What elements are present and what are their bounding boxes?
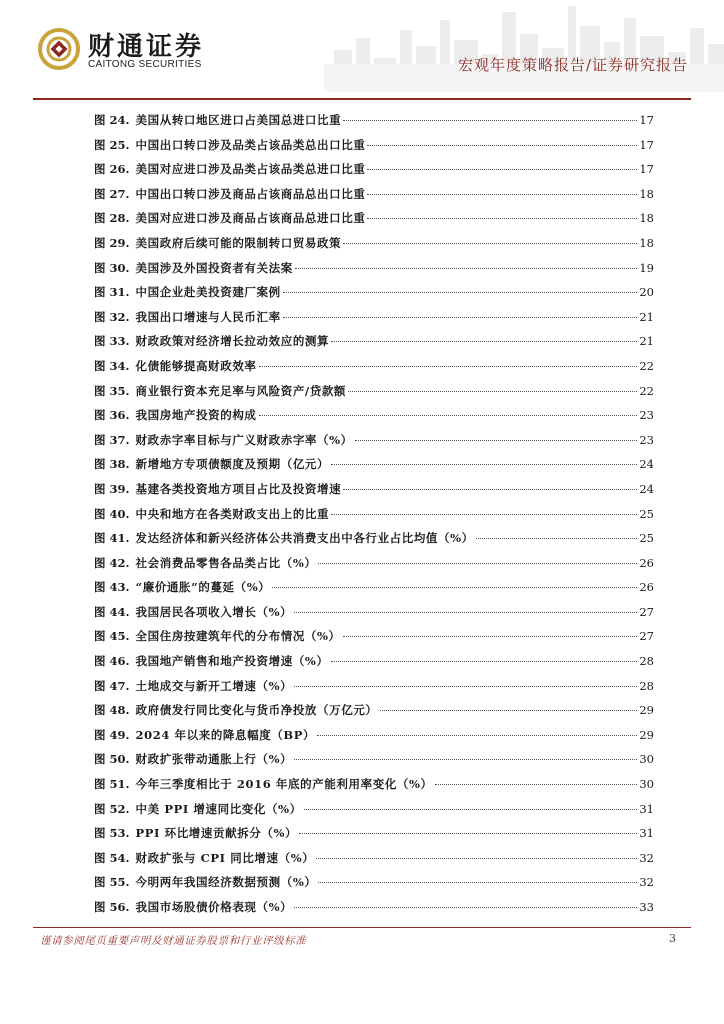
toc-figure-title: 中国出口转口涉及品类占该品类总出口比重 bbox=[135, 137, 366, 152]
toc-dot-leader bbox=[331, 341, 637, 342]
toc-entry[interactable] bbox=[94, 186, 654, 211]
toc-entry[interactable] bbox=[94, 260, 654, 285]
toc-page-number: 17 bbox=[639, 162, 654, 177]
toc-figure-number: 图 25. bbox=[94, 137, 130, 152]
toc-figure-title: 财政扩张与 CPI 同比增速（%） bbox=[135, 850, 315, 865]
toc-figure-title: 土地成交与新开工增速（%） bbox=[135, 678, 293, 693]
toc-entry[interactable] bbox=[94, 604, 654, 629]
toc-dot-leader bbox=[259, 415, 638, 416]
toc-figure-title: 美国从转口地区进口占美国总进口比重 bbox=[135, 113, 342, 127]
toc-dot-leader bbox=[380, 710, 638, 711]
toc-figure-title: 中国出口转口涉及商品占该商品总出口比重 bbox=[135, 186, 366, 201]
toc-figure-title: 全国住房按建筑年代的分布情况（%） bbox=[135, 629, 341, 644]
toc-dot-leader bbox=[304, 809, 638, 810]
toc-dot-leader bbox=[331, 464, 637, 465]
toc-page-number: 26 bbox=[639, 580, 654, 595]
toc-figure-number: 图 55. bbox=[94, 875, 130, 890]
toc-dot-leader bbox=[343, 489, 637, 490]
toc-figure-number: 图 33. bbox=[94, 334, 130, 349]
toc-dot-leader bbox=[476, 538, 638, 539]
toc-dot-leader bbox=[331, 661, 638, 662]
toc-dot-leader bbox=[299, 833, 637, 834]
toc-figure-number: 图 31. bbox=[94, 285, 130, 300]
toc-page-number: 21 bbox=[639, 334, 654, 349]
toc-figure-title: 财政政策对经济增长拉动效应的测算 bbox=[135, 334, 330, 349]
toc-dot-leader bbox=[294, 612, 637, 613]
toc-page-number: 27 bbox=[639, 604, 654, 619]
logo-chinese-name: 财通证券 bbox=[88, 32, 205, 62]
toc-dot-leader bbox=[295, 268, 638, 269]
toc-entry[interactable] bbox=[94, 432, 654, 457]
toc-dot-leader bbox=[331, 514, 637, 515]
toc-figure-title: 我国市场股债价格表现（%） bbox=[135, 900, 293, 914]
toc-figure-title: 商业银行资本充足率与风险资产/贷款额 bbox=[135, 383, 347, 398]
skyline-graphic bbox=[324, 0, 724, 92]
toc-entry[interactable] bbox=[94, 383, 654, 408]
toc-dot-leader bbox=[283, 292, 638, 293]
toc-dot-leader bbox=[367, 218, 637, 219]
toc-entry[interactable] bbox=[94, 899, 654, 924]
toc-page-number: 26 bbox=[639, 555, 654, 570]
toc-entry[interactable] bbox=[94, 481, 654, 506]
toc-entry[interactable] bbox=[94, 555, 654, 580]
toc-figure-number: 图 54. bbox=[94, 850, 130, 865]
toc-figure-number: 图 48. bbox=[94, 703, 130, 718]
toc-figure-title: 美国政府后续可能的限制转口贸易政策 bbox=[135, 235, 342, 250]
toc-entry[interactable] bbox=[94, 628, 654, 653]
toc-figure-number: 图 53. bbox=[94, 826, 130, 841]
toc-figure-title: 我国居民各项收入增长（%） bbox=[135, 604, 293, 619]
toc-dot-leader bbox=[435, 784, 638, 785]
toc-page-number: 23 bbox=[639, 408, 654, 423]
toc-entry[interactable] bbox=[94, 506, 654, 531]
toc-dot-leader bbox=[318, 882, 637, 883]
toc-dot-leader bbox=[316, 858, 637, 859]
page-header bbox=[0, 0, 724, 100]
toc-figure-number: 图 52. bbox=[94, 801, 130, 816]
toc-figure-title: 中央和地方在各类财政支出上的比重 bbox=[135, 506, 330, 521]
toc-figure-title: 美国对应进口涉及商品占该商品总进口比重 bbox=[135, 211, 366, 226]
toc-entry[interactable] bbox=[94, 776, 654, 801]
toc-dot-leader bbox=[367, 194, 637, 195]
toc-dot-leader bbox=[294, 686, 637, 687]
toc-page-number: 24 bbox=[639, 457, 654, 472]
toc-entry[interactable] bbox=[94, 751, 654, 776]
logo-coin-icon bbox=[38, 28, 80, 70]
disclaimer-note: 谨请参阅尾页重要声明及财通证券股票和行业评级标准 bbox=[40, 935, 307, 947]
toc-figure-number: 图 24. bbox=[94, 113, 130, 127]
toc-figure-title: 新增地方专项债额度及预期（亿元） bbox=[135, 457, 330, 472]
toc-entry[interactable] bbox=[94, 235, 654, 260]
toc-figure-title: PPI 环比增速贡献拆分（%） bbox=[135, 826, 298, 841]
toc-figure-number: 图 37. bbox=[94, 432, 130, 447]
toc-dot-leader bbox=[343, 243, 637, 244]
toc-dot-leader bbox=[259, 366, 638, 367]
toc-page-number: 24 bbox=[639, 481, 654, 496]
toc-figure-number: 图 56. bbox=[94, 900, 130, 914]
toc-dot-leader bbox=[283, 317, 638, 318]
toc-page-number: 17 bbox=[639, 137, 654, 152]
toc-figure-number: 图 29. bbox=[94, 235, 130, 250]
toc-entry[interactable] bbox=[94, 309, 654, 334]
toc-page-number: 21 bbox=[639, 309, 654, 324]
toc-page-number: 22 bbox=[639, 358, 654, 373]
toc-figure-title: 今年三季度相比于 2016 年底的产能利用率变化（%） bbox=[135, 777, 433, 792]
toc-figure-title: 我国地产销售和地产投资增速（%） bbox=[135, 654, 329, 669]
toc-entry[interactable] bbox=[94, 210, 654, 235]
toc-figure-title: 我国房地产投资的构成 bbox=[135, 408, 257, 423]
toc-figure-title: 美国涉及外国投资者有关法案 bbox=[135, 260, 293, 275]
toc-dot-leader bbox=[367, 169, 637, 170]
toc-figure-number: 图 47. bbox=[94, 678, 130, 693]
toc-figure-number: 图 38. bbox=[94, 457, 130, 472]
toc-page-number: 23 bbox=[639, 432, 654, 447]
toc-page-number: 27 bbox=[639, 629, 654, 644]
toc-entry[interactable] bbox=[94, 702, 654, 727]
toc-figure-title: 财政赤字率目标与广义财政赤字率（%） bbox=[135, 432, 353, 447]
toc-figure-title: 我国出口增速与人民币汇率 bbox=[135, 309, 281, 324]
toc-entry[interactable] bbox=[94, 850, 654, 875]
toc-dot-leader bbox=[318, 563, 637, 564]
toc-dot-leader bbox=[355, 440, 638, 441]
toc-page-number: 28 bbox=[639, 678, 654, 693]
toc-figure-number: 图 42. bbox=[94, 555, 130, 570]
toc-page-number: 30 bbox=[639, 752, 654, 767]
toc-dot-leader bbox=[294, 759, 637, 760]
toc-figure-title: 财政扩张带动通胀上行（%） bbox=[135, 752, 293, 767]
toc-figure-number: 图 30. bbox=[94, 260, 130, 275]
footer-divider bbox=[33, 927, 691, 928]
toc-page-number: 32 bbox=[639, 875, 654, 890]
toc-entry[interactable] bbox=[94, 727, 654, 752]
toc-figure-title: 美国对应进口涉及品类占该品类总进口比重 bbox=[135, 162, 366, 177]
toc-figure-number: 图 32. bbox=[94, 309, 130, 324]
toc-figure-title: 中美 PPI 增速同比变化（%） bbox=[135, 801, 302, 816]
logo-english-name: CAITONG SECURITIES bbox=[88, 59, 202, 70]
toc-dot-leader bbox=[343, 636, 638, 637]
toc-entry[interactable] bbox=[94, 407, 654, 432]
toc-figure-title: 发达经济体和新兴经济体公共消费支出中各行业占比均值（%） bbox=[135, 531, 474, 546]
toc-page-number: 32 bbox=[639, 850, 654, 865]
toc-figure-title: 中国企业赴美投资建厂案例 bbox=[135, 285, 281, 300]
toc-entry[interactable] bbox=[94, 284, 654, 309]
toc-figure-number: 图 41. bbox=[94, 531, 130, 546]
toc-page-number: 17 bbox=[639, 113, 654, 127]
toc-page-number: 31 bbox=[639, 801, 654, 816]
toc-dot-leader bbox=[348, 391, 637, 392]
toc-dot-leader bbox=[272, 587, 637, 588]
toc-figure-number: 图 34. bbox=[94, 358, 130, 373]
toc-page-number: 31 bbox=[639, 826, 654, 841]
toc-page-number: 29 bbox=[639, 727, 654, 742]
toc-dot-leader bbox=[367, 145, 637, 146]
toc-figure-number: 图 36. bbox=[94, 408, 130, 423]
toc-figure-number: 图 35. bbox=[94, 383, 130, 398]
toc-entry[interactable] bbox=[94, 874, 654, 899]
toc-figure-number: 图 27. bbox=[94, 186, 130, 201]
header-divider bbox=[33, 98, 691, 100]
toc-entry[interactable] bbox=[94, 801, 654, 826]
toc-figure-title: 化债能够提高财政效率 bbox=[135, 358, 257, 373]
toc-figure-number: 图 49. bbox=[94, 727, 130, 742]
toc-figure-number: 图 44. bbox=[94, 604, 130, 619]
company-logo bbox=[38, 26, 228, 76]
toc-figure-title: 今明两年我国经济数据预测（%） bbox=[135, 875, 317, 890]
toc-entry[interactable] bbox=[94, 333, 654, 358]
page-number: 3 bbox=[669, 932, 676, 945]
toc-figure-title: 基建各类投资地方项目占比及投资增速 bbox=[135, 481, 342, 496]
toc-entry[interactable] bbox=[94, 653, 654, 678]
toc-entry[interactable] bbox=[94, 358, 654, 383]
toc-dot-leader bbox=[294, 907, 637, 908]
toc-figure-title: 政府债发行同比变化与货币净投放（万亿元） bbox=[135, 703, 378, 718]
toc-figure-number: 图 50. bbox=[94, 752, 130, 767]
toc-figure-title: 2024 年以来的降息幅度（BP） bbox=[135, 727, 316, 742]
toc-figure-number: 图 28. bbox=[94, 211, 130, 226]
toc-figure-number: 图 43. bbox=[94, 580, 130, 595]
toc-entry[interactable] bbox=[94, 456, 654, 481]
toc-page-number: 25 bbox=[639, 506, 654, 521]
toc-page-number: 19 bbox=[639, 260, 654, 275]
toc-entry[interactable] bbox=[94, 137, 654, 162]
toc-figure-number: 图 40. bbox=[94, 506, 130, 521]
toc-entry[interactable] bbox=[94, 579, 654, 604]
toc-page-number: 22 bbox=[639, 383, 654, 398]
toc-page-number: 20 bbox=[639, 285, 654, 300]
toc-page-number: 18 bbox=[639, 186, 654, 201]
toc-page-number: 28 bbox=[639, 654, 654, 669]
figure-table-of-contents bbox=[94, 112, 654, 924]
toc-dot-leader bbox=[343, 120, 637, 121]
toc-page-number: 18 bbox=[639, 211, 654, 226]
toc-entry[interactable] bbox=[94, 112, 654, 137]
toc-page-number: 29 bbox=[639, 703, 654, 718]
toc-entry[interactable] bbox=[94, 161, 654, 186]
toc-page-number: 30 bbox=[639, 777, 654, 792]
toc-entry[interactable] bbox=[94, 530, 654, 555]
toc-figure-number: 图 26. bbox=[94, 162, 130, 177]
toc-figure-number: 图 45. bbox=[94, 629, 130, 644]
toc-figure-number: 图 46. bbox=[94, 654, 130, 669]
toc-page-number: 18 bbox=[639, 235, 654, 250]
toc-figure-title: 社会消费品零售各品类占比（%） bbox=[135, 555, 317, 570]
toc-figure-number: 图 39. bbox=[94, 481, 130, 496]
toc-page-number: 25 bbox=[639, 531, 654, 546]
report-type-label: 宏观年度策略报告/证券研究报告 bbox=[457, 56, 688, 74]
toc-entry[interactable] bbox=[94, 678, 654, 703]
toc-entry[interactable] bbox=[94, 825, 654, 850]
toc-figure-number: 图 51. bbox=[94, 777, 130, 792]
toc-figure-title: “廉价通胀”的蔓延（%） bbox=[135, 580, 271, 595]
toc-page-number: 33 bbox=[639, 900, 654, 914]
toc-dot-leader bbox=[317, 735, 637, 736]
